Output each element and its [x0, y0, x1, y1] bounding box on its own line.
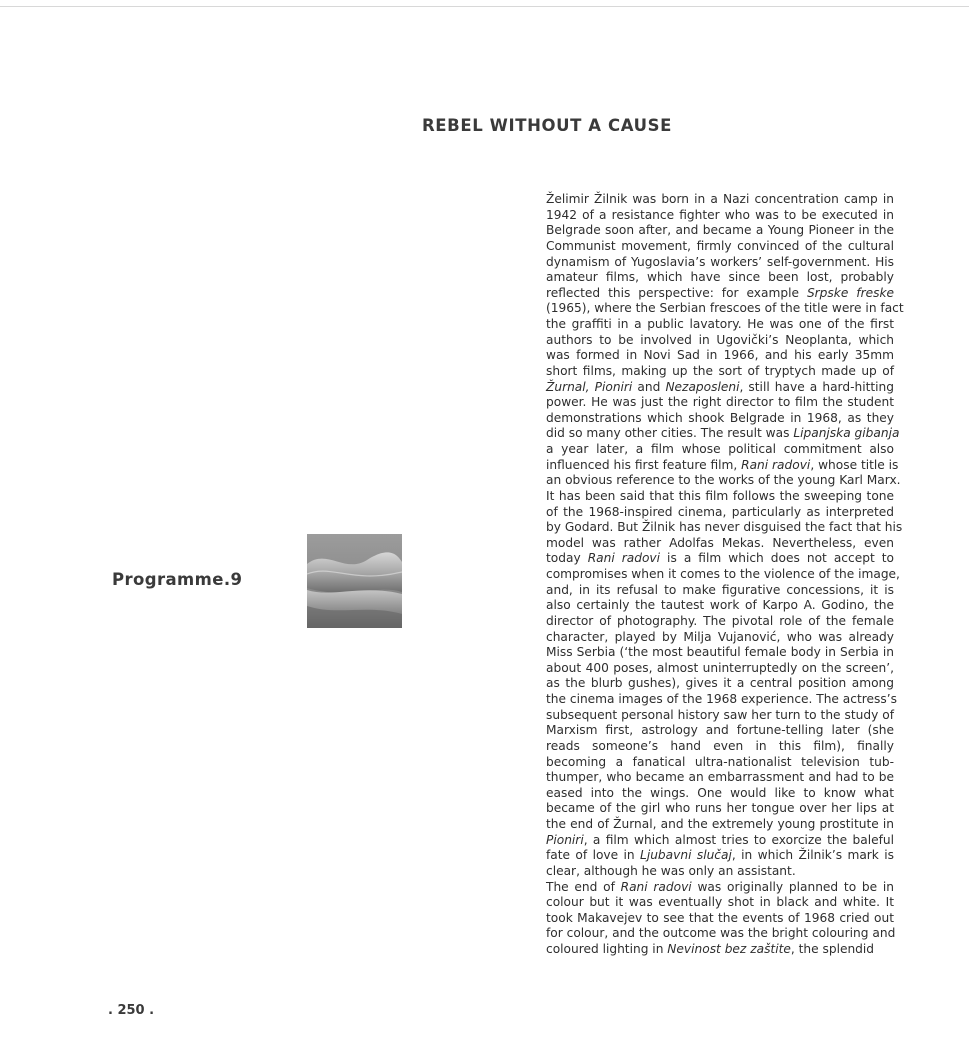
body-line — [546, 457, 899, 474]
body-text-run: reads someone’s hand even in this film), finally — [546, 738, 894, 753]
body-line — [546, 223, 894, 239]
body-line — [546, 630, 894, 646]
body-line — [546, 442, 894, 458]
body-text-run: fate of love in — [546, 848, 641, 863]
body-text-run: character, played by Milja Vujanović, who was already — [546, 629, 894, 644]
body-text-run: (1965), where the Serbian frescoes of the title were in fact — [546, 301, 904, 316]
page-number: . 250 . — [108, 1003, 155, 1018]
body-line — [546, 911, 894, 927]
body-text-run: took Makavejev to see that the events of 1968 cried out — [546, 910, 894, 925]
body-text-run: eased into the wings. One would like to know what — [546, 785, 894, 800]
body-text-run: model was rather Adolfas Mekas. Nevertheless, even — [546, 535, 894, 550]
body-text-run: subsequent personal history saw her turn to the study of — [546, 707, 894, 722]
body-line — [546, 708, 894, 724]
body-text-run: , the splendid — [790, 942, 875, 956]
body-text-run: becoming a fanatical ultra-nationalist television tub- — [546, 754, 894, 769]
body-line — [546, 380, 894, 396]
body-text-run: colour but it was eventually shot in black and white. It — [546, 895, 894, 910]
body-line — [546, 723, 894, 739]
body-line — [546, 880, 894, 896]
body-line — [546, 473, 901, 489]
body-line — [546, 270, 894, 286]
body-text-run: Communist movement, firmly convinced of the cultural — [546, 238, 894, 253]
italic-title: Pioniri — [546, 832, 584, 847]
italic-title: Srpske freske — [806, 285, 894, 300]
italic-title: Rani radovi — [741, 457, 811, 472]
body-line — [546, 614, 894, 630]
article-title: REBEL WITHOUT A CAUSE — [422, 116, 672, 135]
body-text-run: also certainly the tautest work of Karpo A. Godino, the — [546, 598, 894, 613]
body-line — [546, 505, 894, 521]
body-line — [546, 926, 894, 942]
body-text-run: thumper, who became an embarrassment and had to be — [546, 770, 894, 785]
body-line — [546, 817, 894, 833]
body-text-run: clear, although he was only an assistant. — [546, 863, 796, 878]
body-line — [546, 536, 894, 552]
body-line — [546, 661, 894, 677]
body-text-run: The end of — [546, 879, 621, 894]
body-text-run: Miss Serbia (‘the most beautiful female body in Serbia in — [546, 645, 894, 660]
body-line — [546, 864, 894, 880]
body-text-run: by Godard. But Žilnik has never disguised the fact that his — [546, 520, 903, 535]
body-text-run: became of the girl who runs her tongue over her lips at — [546, 801, 894, 816]
body-text-run: for colour, and the outcome was the bright colouring and — [546, 926, 896, 941]
italic-title: Rani radovi — [620, 879, 692, 894]
body-text-run: was originally planned to be in — [691, 879, 894, 894]
body-text-run: as the blurb gushes), gives it a central position among — [546, 676, 894, 691]
body-line — [546, 770, 894, 786]
body-line — [546, 755, 894, 771]
body-text-run: the graffiti in a public lavatory. He was one of the first — [546, 317, 894, 331]
italic-title: Ljubavni slučaj — [640, 848, 732, 863]
body-text-run: power. He was just the right director to film the student — [546, 395, 894, 410]
body-text-run: , whose title is — [810, 457, 899, 472]
body-text-run: reflected this perspective: for example — [546, 285, 807, 300]
body-line — [546, 395, 894, 411]
body-text-run: It has been said that this film follows the sweeping tone — [546, 488, 894, 503]
body-text-run: is a film which does not accept to — [660, 551, 894, 566]
body-line — [546, 801, 894, 817]
body-line — [546, 692, 897, 708]
body-line — [546, 942, 894, 958]
body-text-run: director of photography. The pivotal role of the female — [546, 613, 894, 628]
body-text-run: , a film which almost tries to exorcize the baleful — [583, 832, 894, 847]
body-text-run: the cinema images of the 1968 experience. The actress’s — [546, 692, 897, 706]
body-text-run: , in which Žilnik’s mark is — [731, 848, 894, 863]
body-line — [546, 895, 894, 911]
body-line — [546, 239, 894, 255]
body-text-run: demonstrations which shook Belgrade in 1968, as they — [546, 410, 894, 425]
body-line — [546, 567, 900, 583]
body-text-run: the end of Žurnal, and the extremely young prostitute in — [546, 817, 894, 831]
body-line — [546, 598, 894, 614]
body-line — [546, 676, 894, 692]
body-text-run: and, in its refusal to make figurative concessions, it is — [546, 582, 894, 597]
body-line — [546, 583, 894, 599]
body-text-run: and — [632, 379, 666, 394]
body-text-run: was formed in Novi Sad in 1966, and his early 35mm — [546, 348, 894, 363]
body-text-run: short films, making up the sort of tryptych made up of — [546, 363, 894, 378]
italic-title: Rani radovi — [587, 551, 661, 566]
body-line — [546, 411, 894, 427]
body-line — [546, 286, 894, 302]
body-line — [546, 833, 894, 849]
body-line — [546, 192, 894, 208]
body-line — [546, 739, 894, 755]
body-line — [546, 364, 894, 380]
body-line — [546, 551, 894, 567]
body-text-run: an obvious reference to the works of the young Karl Marx. — [546, 473, 901, 488]
body-text-run: a year later, a film whose political commitment also — [546, 442, 894, 456]
body-text-run: Marxism first, astrology and fortune-telling later (she — [546, 723, 894, 738]
body-text-run: Želimir Žilnik was born in a Nazi concentration camp in — [546, 192, 894, 206]
body-line — [546, 348, 894, 364]
italic-title: Lipanjska gibanja — [793, 426, 900, 441]
body-text-run: about 400 poses, almost uninterruptedly on the screen’, — [546, 660, 894, 675]
body-line — [546, 333, 894, 349]
body-line — [546, 301, 904, 317]
body-text-run: , still have a hard-hitting — [739, 379, 894, 394]
body-line — [546, 645, 894, 661]
body-text-run: of the 1968-inspired cinema, particularly as interpreted — [546, 504, 894, 519]
body-line — [546, 489, 894, 505]
programme-label: Programme.9 — [112, 570, 243, 589]
body-text-run: amateur films, which have since been lost, probably — [546, 270, 894, 285]
body-text-run: Belgrade soon after, and became a Young Pioneer in the — [546, 223, 894, 238]
body-text-run: 1942 of a resistance fighter who was to be executed in — [546, 207, 894, 222]
body-text-run: did so many other cities. The result was — [546, 426, 794, 441]
body-text-run: dynamism of Yugoslavia’s workers’ self-government. His — [546, 254, 894, 269]
body-text-run: authors to be involved in Ugovički’s Neoplanta, which — [546, 332, 894, 347]
italic-title: Žurnal, Pioniri — [546, 379, 633, 394]
body-text-run: influenced his first feature film, — [546, 457, 742, 472]
body-text-run: coloured lighting in — [546, 942, 668, 956]
top-rule — [0, 6, 969, 7]
italic-title: Nezaposleni — [665, 379, 740, 394]
body-line — [546, 255, 894, 271]
body-line — [546, 786, 894, 802]
italic-title: Nevinost bez zaštite — [667, 942, 791, 956]
body-line — [546, 520, 903, 536]
body-text-run: compromises when it comes to the violence of the image, — [546, 567, 900, 581]
body-line — [546, 848, 894, 864]
film-still-image — [307, 534, 402, 628]
article-body — [546, 192, 904, 958]
body-text-run: today — [546, 551, 588, 566]
body-line — [546, 426, 900, 442]
body-line — [546, 208, 894, 224]
body-line — [546, 317, 894, 333]
